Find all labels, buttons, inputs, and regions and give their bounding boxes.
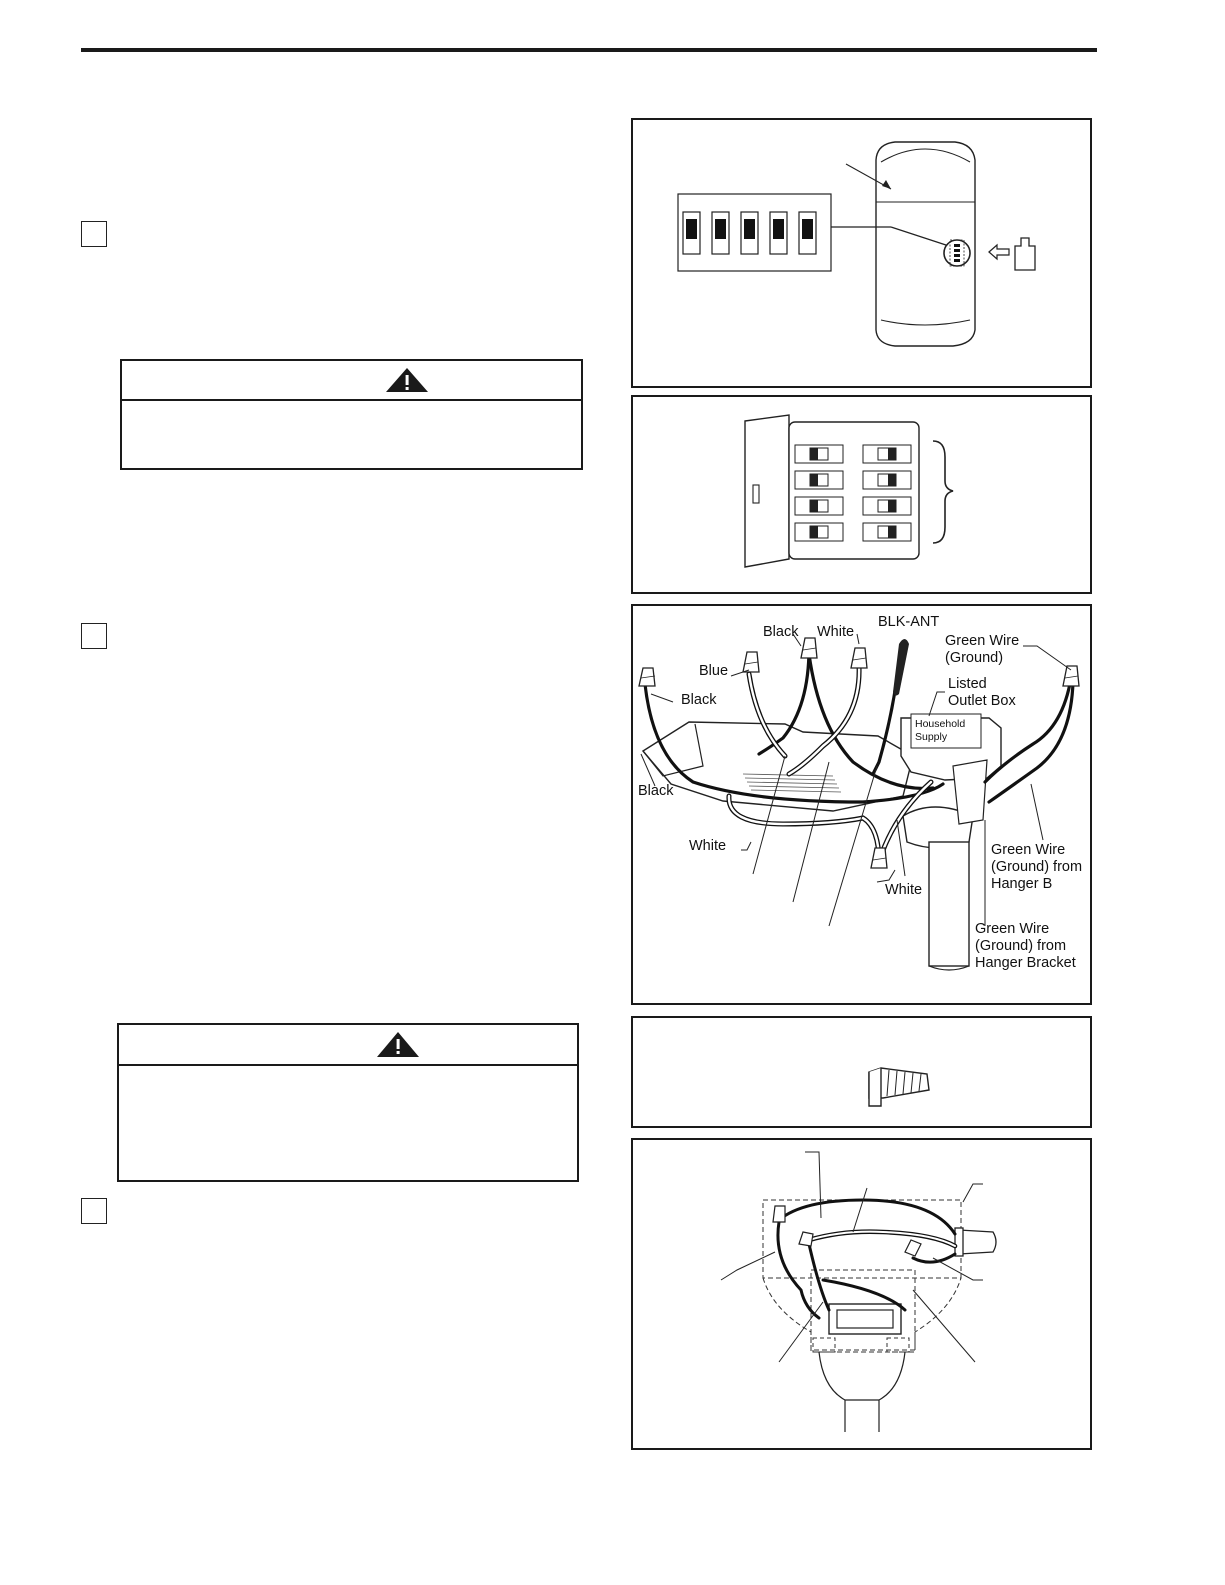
step-checkbox-2[interactable]: [81, 623, 107, 649]
step-checkbox-3[interactable]: [81, 1198, 107, 1224]
warning-box-header: [119, 1025, 577, 1066]
warning-box-header: [122, 361, 581, 401]
remote-dip-switch-illustration: [633, 120, 1094, 390]
label-green-wire-hanger-b: Green Wire (Ground) from Hanger B: [991, 842, 1083, 892]
wire-tuck-illustration: [633, 1140, 1094, 1452]
figure-wiring-diagram: [631, 604, 1092, 1005]
label-white-left: White: [689, 838, 727, 854]
label-white-bottom: White: [885, 882, 923, 898]
warning-triangle-icon: [119, 1025, 581, 1064]
label-green-wire-hanger-bracket: Green Wire (Ground) from Hanger Bracket: [975, 921, 1076, 971]
label-blue: Blue: [699, 663, 729, 679]
step-checkbox-1[interactable]: [81, 221, 107, 247]
header-rule: [81, 48, 1097, 52]
warning-box-1: [120, 359, 583, 470]
label-black-left-lower: Black: [638, 783, 674, 799]
label-green-wire-ground: Green Wire (Ground): [945, 633, 1020, 666]
label-black-top: Black: [763, 624, 799, 640]
label-listed-outlet-box: Listed Outlet Box: [948, 676, 1016, 709]
label-blk-ant: BLK-ANT: [878, 614, 940, 630]
breaker-panel-illustration: [633, 397, 1094, 596]
label-household-supply: Household Supply: [915, 718, 966, 743]
figure-breaker-panel: [631, 395, 1092, 594]
warning-box-2: [117, 1023, 579, 1182]
label-black-left-upper: Black: [681, 692, 717, 708]
wire-nut-illustration: [633, 1018, 1094, 1130]
figure-wire-nut: [631, 1016, 1092, 1128]
warning-triangle-icon: [122, 361, 585, 399]
label-white-top: White: [817, 624, 855, 640]
figure-wire-tuck: [631, 1138, 1092, 1450]
figure-remote-dip-switch: [631, 118, 1092, 388]
